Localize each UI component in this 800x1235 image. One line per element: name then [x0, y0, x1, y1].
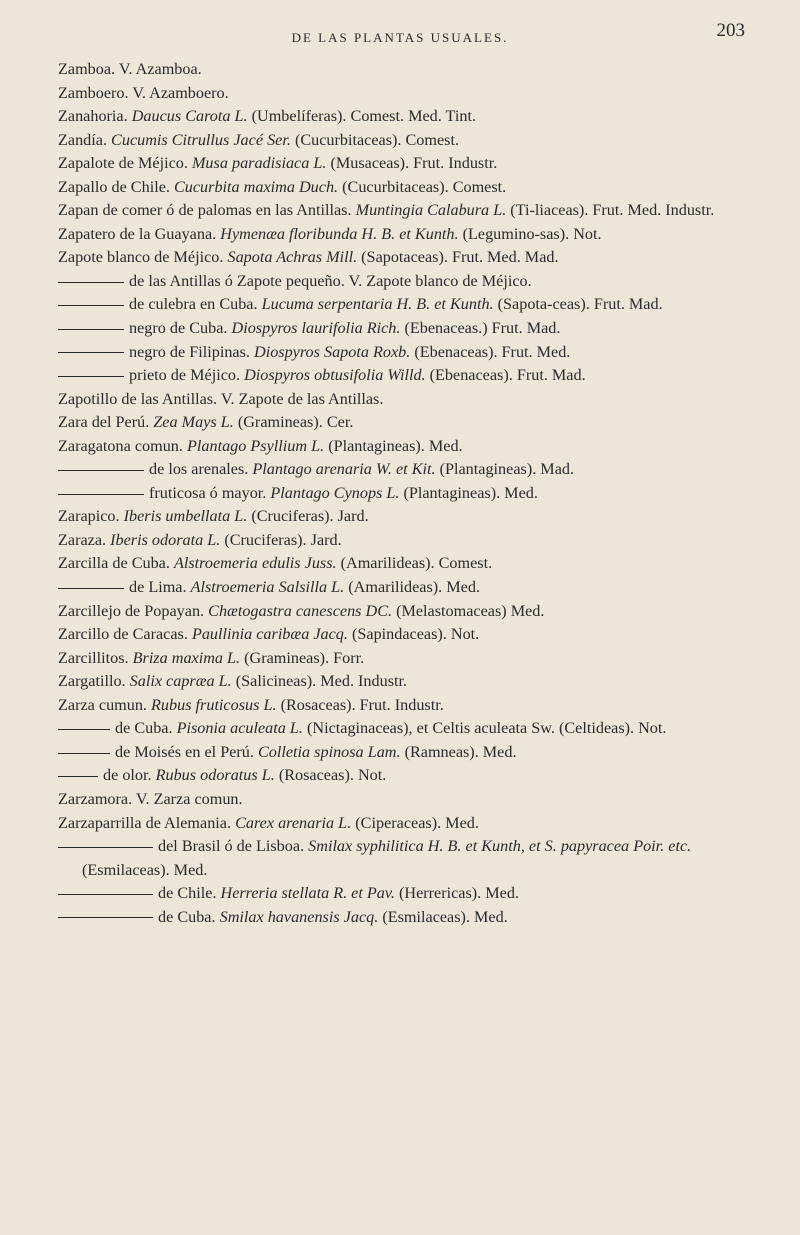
entry-description: (Sapindaceas). Not. — [347, 625, 480, 644]
entry-scientific-name: Diospyros obtusifolia Willd. — [244, 366, 426, 385]
glossary-entry — [58, 670, 770, 694]
entry-reference: V. Zapote blanco de Méjico. — [344, 271, 532, 290]
entry-description: (Ebenaceas). Frut. Mad. — [425, 366, 586, 385]
glossary-entry — [58, 364, 770, 388]
entry-description: (Cruciferas). Jard. — [247, 507, 369, 526]
entry-scientific-name: Zea Mays L. — [153, 413, 234, 432]
ditto-dash — [58, 917, 153, 918]
glossary-entry — [58, 317, 770, 341]
glossary-entry — [58, 388, 770, 412]
entry-common-name: negro de Filipinas. — [129, 342, 250, 361]
glossary-entry — [58, 505, 770, 529]
entry-common-name: Zapotillo de las Antillas. — [58, 389, 218, 408]
entry-description: (Plantagineas). Med. — [324, 436, 463, 455]
entry-scientific-name: Sapota Achras Mill. — [227, 248, 358, 267]
glossary-entry — [58, 576, 770, 600]
entry-description: (Ciperaceas). Med. — [351, 813, 479, 832]
entry-description: (Esmilaceas). Med. — [378, 907, 508, 926]
entry-common-name: Zapatero de la Guayana. — [58, 224, 217, 243]
glossary-entry — [58, 435, 770, 459]
entry-scientific-name: Chætogastra canescens DC. — [208, 601, 393, 620]
entry-scientific-name: Paullinia caribæa Jacq. — [191, 625, 348, 644]
entry-description: (Legumino-sas). Not. — [458, 224, 602, 243]
ditto-dash — [58, 470, 144, 471]
entry-scientific-name: Diospyros laurifolia Rich. — [231, 319, 401, 338]
glossary-entry — [58, 129, 770, 153]
entry-scientific-name: Musa paradisiaca L. — [191, 154, 327, 173]
entry-common-name: Zarapico. — [58, 507, 120, 526]
entry-scientific-name: Cucurbita maxima Duch. — [173, 177, 339, 196]
entry-common-name: Zarza cumun. — [58, 695, 147, 714]
entry-scientific-name: Cucumis Citrullus Jacé Ser. — [111, 130, 291, 149]
glossary-entry — [58, 246, 770, 270]
entry-scientific-name: Salix capræa L. — [129, 672, 232, 691]
entry-reference: V. Azamboa. — [115, 60, 202, 78]
entry-common-name: Zara del Perú. — [58, 413, 150, 432]
glossary-entry — [58, 717, 770, 741]
entry-scientific-name: Muntingia Calabura L. — [355, 201, 507, 220]
entry-description: (Umbelíferas). Comest. Med. Tint. — [247, 107, 477, 126]
entry-description: (Melastomaceas) Med. — [392, 601, 545, 620]
entry-common-name: prieto de Méjico. — [129, 366, 241, 385]
ditto-dash — [58, 352, 124, 353]
ditto-dash — [58, 776, 98, 777]
glossary-entry — [58, 529, 770, 553]
entry-common-name: fruticosa ó mayor. — [149, 483, 267, 502]
entry-scientific-name: Rubus odoratus L. — [155, 766, 275, 785]
entry-description: (Nictaginaceas), et Celtis aculeata Sw. (Celtideas). Not. — [302, 719, 667, 738]
entry-common-name: Zanahoria. — [58, 107, 128, 126]
glossary-entry — [58, 764, 770, 788]
entry-description: (Gramineas). Forr. — [240, 648, 365, 667]
entry-scientific-name: Iberis umbellata L. — [123, 507, 248, 526]
entry-description: (Sapotaceas). Frut. Med. Mad. — [357, 248, 559, 267]
glossary-entry — [58, 600, 770, 624]
entry-common-name: Zamboa. — [58, 60, 116, 78]
ditto-dash — [58, 847, 153, 848]
entry-scientific-name: Plantago Cynops L. — [270, 483, 400, 502]
entry-common-name: de Moisés en el Perú. — [115, 742, 254, 761]
entry-common-name: de los arenales. — [149, 460, 249, 479]
ditto-dash — [58, 753, 110, 754]
entry-scientific-name: Plantago Psyllium L. — [187, 436, 325, 455]
entry-common-name: Zarcillitos. — [58, 648, 129, 667]
glossary-entries — [58, 58, 770, 929]
entry-reference: V. Zapote de las Antillas. — [217, 389, 384, 408]
page-number: 203 — [716, 20, 745, 41]
entry-description: (Amarilideas). Med. — [344, 578, 480, 597]
entry-reference: V. Azamboero. — [128, 83, 229, 102]
entry-scientific-name: Daucus Carota L. — [131, 107, 248, 126]
entry-description: (Ebenaceas). Frut. Med. — [410, 342, 571, 361]
entry-description: (Gramineas). Cer. — [233, 413, 354, 432]
entry-description: (Cruciferas). Jard. — [220, 530, 342, 549]
entry-common-name: Zarzaparrilla de Alemania. — [58, 813, 232, 832]
entry-common-name: Zapan de comer ó de palomas en las Antillas. — [58, 201, 352, 220]
entry-scientific-name: Smilax syphilitica H. B. et Kunth, et S. papyracea Poir. etc. — [308, 837, 692, 856]
glossary-entry — [58, 199, 770, 223]
glossary-entry — [58, 552, 770, 576]
glossary-entry — [58, 411, 770, 435]
ditto-dash — [58, 494, 144, 495]
entry-scientific-name: Pisonia aculeata L. — [176, 719, 303, 738]
ditto-dash — [58, 305, 124, 306]
glossary-entry — [58, 623, 770, 647]
glossary-entry — [58, 482, 770, 506]
entry-common-name: Zamboero. — [58, 83, 129, 102]
glossary-entry — [58, 58, 770, 82]
glossary-entry — [58, 788, 770, 812]
ditto-dash — [58, 282, 124, 283]
entry-scientific-name: Briza maxima L. — [132, 648, 241, 667]
entry-description: (Plantagineas). Med. — [399, 483, 538, 502]
entry-common-name: de las Antillas ó Zapote pequeño. — [129, 271, 345, 290]
glossary-entry — [58, 812, 770, 836]
ditto-dash — [58, 588, 124, 589]
ditto-dash — [58, 376, 124, 377]
entry-description: (Sapota-ceas). Frut. Mad. — [493, 295, 663, 314]
entry-description: (Herrericas). Med. — [394, 884, 519, 903]
entry-description: (Ti-liaceas). Frut. Med. Industr. — [506, 201, 715, 220]
entry-description: (Esmilaceas). Med. — [82, 860, 208, 879]
entry-common-name: Zaraza. — [58, 530, 107, 549]
entry-scientific-name: Alstroemeria edulis Juss. — [173, 554, 337, 573]
entry-common-name: del Brasil ó de Lisboa. — [158, 837, 305, 856]
glossary-entry — [58, 458, 770, 482]
entry-common-name: de Lima. — [129, 578, 187, 597]
entry-common-name: Zarcillo de Caracas. — [58, 625, 188, 644]
entry-description: (Rosaceas). Frut. Industr. — [276, 695, 444, 714]
entry-scientific-name: Alstroemeria Salsilla L. — [190, 578, 345, 597]
ditto-dash — [58, 894, 153, 895]
entry-scientific-name: Diospyros Sapota Roxb. — [254, 342, 411, 361]
glossary-entry — [58, 152, 770, 176]
entry-common-name: de Cuba. — [158, 907, 216, 926]
entry-common-name: de Chile. — [158, 884, 217, 903]
entry-common-name: Zapalote de Méjico. — [58, 154, 188, 173]
entry-description: (Cucurbitaceas). Comest. — [290, 130, 460, 149]
entry-scientific-name: Carex arenaria L. — [235, 813, 352, 832]
glossary-entry — [58, 741, 770, 765]
glossary-entry — [58, 176, 770, 200]
entry-common-name: Zarcilla de Cuba. — [58, 554, 170, 573]
entry-description: (Ramneas). Med. — [400, 742, 517, 761]
glossary-entry — [58, 105, 770, 129]
entry-common-name: Zapallo de Chile. — [58, 177, 170, 196]
entry-common-name: negro de Cuba. — [129, 319, 228, 338]
glossary-entry — [58, 906, 770, 930]
entry-common-name: Zandía. — [58, 130, 107, 149]
running-title: DE LAS PLANTAS USUALES. — [291, 30, 509, 45]
entry-scientific-name: Colletia spinosa Lam. — [257, 742, 401, 761]
entry-reference: V. Zarza comun. — [132, 789, 243, 808]
entry-common-name: Zapote blanco de Méjico. — [58, 248, 224, 267]
entry-description: (Musaceas). Frut. Industr. — [326, 154, 498, 173]
entry-scientific-name: Plantago arenaria W. et Kit. — [252, 460, 436, 479]
entry-description: (Rosaceas). Not. — [274, 766, 387, 785]
glossary-entry — [58, 647, 770, 671]
entry-description: (Plantagineas). Mad. — [435, 460, 575, 479]
entry-scientific-name: Herreria stellata R. et Pav. — [220, 884, 395, 903]
glossary-entry — [58, 835, 770, 882]
entry-scientific-name: Hymenæa floribunda H. B. et Kunth. — [220, 224, 459, 243]
entry-description: (Amarilideas). Comest. — [336, 554, 493, 573]
glossary-entry — [58, 82, 770, 106]
glossary-entry — [58, 341, 770, 365]
entry-scientific-name: Lucuma serpentaria H. B. et Kunth. — [261, 295, 494, 314]
entry-common-name: Zarzamora. — [58, 789, 133, 808]
glossary-entry — [58, 223, 770, 247]
entry-description: (Ebenaceas.) Frut. Mad. — [400, 319, 561, 338]
entry-description: (Cucurbitaceas). Comest. — [338, 177, 507, 196]
entry-common-name: Zarcillejo de Popayan. — [58, 601, 205, 620]
entry-common-name: de culebra en Cuba. — [129, 295, 258, 314]
entry-description: (Salicineas). Med. Industr. — [231, 672, 408, 691]
entry-scientific-name: Rubus fruticosus L. — [151, 695, 277, 714]
glossary-entry — [58, 882, 770, 906]
entry-common-name: de Cuba. — [115, 719, 173, 738]
ditto-dash — [58, 729, 110, 730]
ditto-dash — [58, 329, 124, 330]
entry-common-name: Zaragatona comun. — [58, 436, 183, 455]
entry-scientific-name: Smilax havanensis Jacq. — [219, 907, 379, 926]
glossary-entry — [58, 694, 770, 718]
entry-scientific-name: Iberis odorata L. — [110, 530, 221, 549]
glossary-entry — [58, 270, 770, 294]
entry-common-name: de olor. — [103, 766, 152, 785]
glossary-entry — [58, 293, 770, 317]
entry-common-name: Zargatillo. — [58, 672, 126, 691]
